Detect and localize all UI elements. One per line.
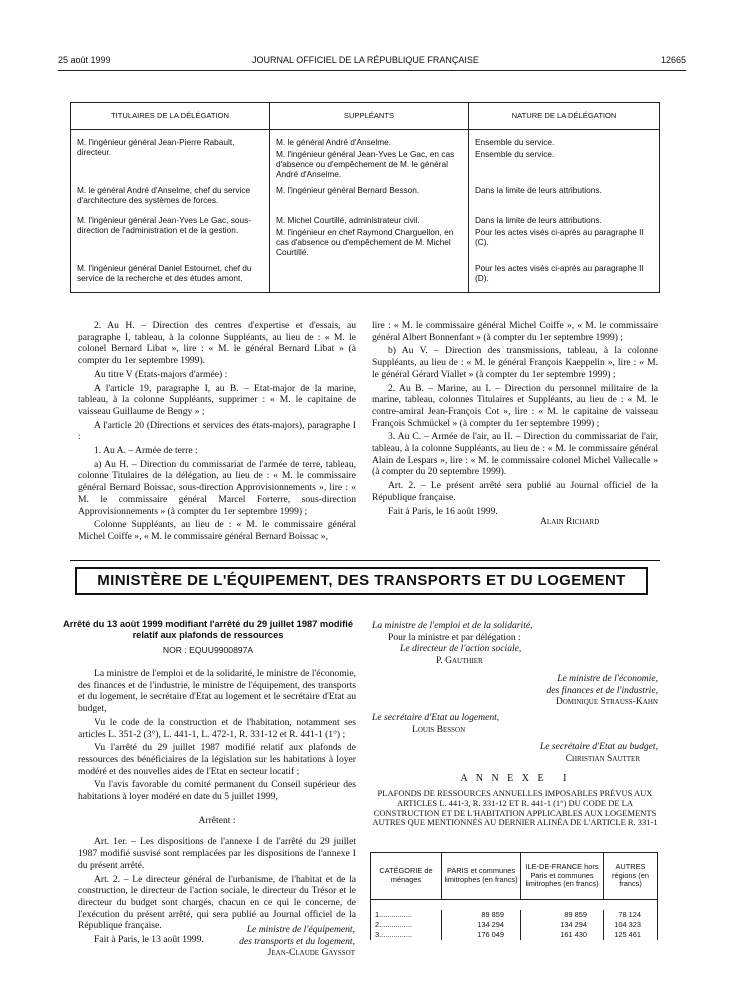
col-header-idf: ILE-DE-FRANCE hors Paris et communes limitrophes (en francs) [521,853,604,900]
table-row [71,212,660,260]
nature-cell: Ensemble du service. Ensemble du service. [469,130,660,182]
nature-cell: Pour les actes visés ci-après au paragraphe II (D). [469,260,660,292]
signature-equipement: Le ministre de l'équipement, des transports et du logement, Jean-Claude Gayssot [239,924,355,959]
table-row [71,130,660,182]
annexe-subtitle: PLAFONDS DE RESSOURCES ANNUELLES IMPOSABLES PRÉVUS AUX ARTICLES L. 441-3, R. 331-12 ET R. 441-1 (1°) DU CODE DE LA CONSTRUCTION ET DE L'HABITATION APPLICABLES AUX LOGEMENTS AUTRES QUE MENTIONNÉS AU DERNIER ALINÉA DE L'ARTICLE R. 331-1 [372,788,658,828]
signatures-block: La ministre de l'emploi et de la solidarité, Pour la ministre et par délégation : Le directeur de l'action sociale, P. Gauthier Le ministre de l'économie, des finances et de l'industrie, Dominique Strauss-Kahn Le secrétaire d'Etat au logement, Louis Besson Le secrétaire d'Etat au budget, Christian Sautter [372,620,658,765]
journal-title: JOURNAL OFFICIEL DE LA RÉPUBLIQUE FRANÇAISE [252,55,479,65]
col-header-suppleants: SUPPLÉANTS [270,103,469,130]
nature-cell: Dans la limite de leurs attributions. Pour les actes visés ci-après au paragraphe II (C). [469,212,660,260]
titulaire-cell: M. l'ingénieur général Jean-Pierre Rabault, directeur. [71,130,270,182]
ministry-title: MINISTÈRE DE L'ÉQUIPEMENT, DES TRANSPORTS ET DU LOGEMENT [75,567,648,595]
categorie-cell: 2................ [371,920,442,930]
suppleants-cell: M. l'ingénieur général Bernard Besson. [270,182,469,212]
suppleants-cell: M. le général André d'Anselme. M. l'ingénieur général Jean-Yves Le Gac, en cas d'absence ou d'empêchement de M. le général André d'Anselme. [270,130,469,182]
table-row [71,182,660,212]
header-rule [58,70,686,71]
suppleants-cell: M. Michel Courtillé, administrateur civil. M. l'ingénieur en chef Raymond Charguellon, en cas d'absence ou d'empêchement de M. Michel Courtillé. [270,212,469,260]
section-rule [70,560,660,561]
titulaire-cell: M. l'ingénieur général Jean-Yves Le Gac, sous-direction de l'administration et de la gestion. [71,212,270,260]
nor-reference: NOR : EQUU9900897A [162,645,254,655]
table-row [71,260,660,292]
annexe-title: A N N E X E I [460,773,570,784]
titulaire-cell: M. l'ingénieur général Daniel Estournet, chef du service de la recherche et des études amont. [71,260,270,292]
categorie-cell: 1................ [371,910,442,920]
nature-cell: Dans la limite de leurs attributions. [469,182,660,212]
annexe-table [370,852,658,940]
suppleants-cell [270,260,469,292]
page-number: 12665 [660,55,686,65]
col-header-nature: NATURE DE LA DÉLÉGATION [469,103,660,130]
categorie-cell: 3................ [371,930,442,940]
arrete-body: La ministre de l'emploi et de la solidarité, le ministre de l'économie, des finances et de l'industrie, le ministre de l'équipement, des transports et du logement, le secrétaire d'Etat au logement et le secrétaire d'Etat au budget, Vu le code de la construction et de l'habitation, notamment ses articles L. 351-2 (3°), L. 441-1, L. 472-1, R. 331-12 et R. 441-1 (1°) ; Vu l'arrêté du 29 juillet 1987 modifié relatif aux plafonds de ressources des bénéficiaires de la législation sur les habitations à loyer modéré et des nouvelles aides de l'Etat en secteur locatif ; Vu l'avis favorable du comité permanent du Conseil supérieur des habitations à loyer modéré en date du 5 juillet 1999, Arrêtent : Art. 1er. – Les dispositions de l'annexe I de l'arrêté du 29 juillet 1987 modifié susvisé sont remplacées par les dispositions de l'annexe I du présent arrêté. Art. 2. – Le directeur général de l'urbanisme, de l'habitat et de la construction, le directeur de l'action sociale, le directeur du Trésor et le directeur du budget sont chargés, chacun en ce qui le concerne, de l'exécution du présent arrêté, qui sera publié au Journal officiel de la République française. Fait à Paris, le 13 août 1999. [78,668,356,946]
table-row: 3................ 176 049 161 430 125 461 [371,930,658,940]
col-header-paris: PARIS et communes limitrophes (en francs) [442,853,521,900]
page-date: 25 août 1999 [58,55,111,65]
col-header-titulaires: TITULAIRES DE LA DÉLÉGATION [71,103,270,130]
signature-alain-richard: Alain Richard [540,516,600,527]
right-column-text: lire : « M. le commissaire général Michel Coiffe », « M. le commissaire général Albert Bonnenfant » (à compter du 1er septembre 1999) ; b) Au V. – Direction des transmissions, tableau, à la colonne Suppléants, au lieu de : « M. le général François Kaeppelin », lire : « M. le général Gérard Viallet » (à compter du 1er septembre 1999) ; 2. Au B. – Marine, au I. – Direction du personnel militaire de la marine, tableau, colonnes Titulaires et Suppléants, au lieu de : « M. le contre-amiral Jean-François Cot », lire : « M. le capitaine de vaisseau François Schmückel » (à compter du 1er septembre 1999) ; 3. Au C. – Armée de l'air, au II. – Direction du commissariat de l'air, tableau, à la colonne Suppléants, au lieu de : « M. le commissaire général Alain de Lespars », lire : « M. le commissaire colonel Michel Vallecalle » (à compter du 20 septembre 1999). Art. 2. – Le présent arrêté sera publié au Journal officiel de la République française. Fait à Paris, le 16 août 1999. [372,320,658,517]
table-row: 2................ 134 294 134 294 104 323 [371,920,658,930]
delegation-table [70,102,660,293]
titulaire-cell: M. le général André d'Anselme, chef du service d'architecture des systèmes de forces. [71,182,270,212]
col-header-categorie: CATÉGORIE de ménages [371,853,442,900]
col-header-autres: AUTRES régions (en francs) [604,853,658,900]
left-column-text: 2. Au H. – Direction des centres d'expertise et d'essais, au paragraphe I, tableau, à la colonne Suppléants, au lieu de : « M. le colonel Bernard Libat », lire : « M. le général Bernard Libat » (à compter du 1er septembre 1999). Au titre V (Etats-majors d'armée) : A l'article 19, paragraphe I, au B. – Etat-major de la marine, tableau, à la colonne Suppléants, supprimer : « M. le capitaine de vaisseau Guillaume de Bengy » ; A l'article 20 (Directions et services des états-majors), paragraphe I : 1. Au A. – Armée de terre : a) Au H. – Direction du commissariat de l'armée de terre, tableau, colonne Titulaires de la délégation, au lieu de : « M. le commissaire général Bernard Boissac, sous-direction Approvisionnements », lire : « M. le commissaire général Marcel Forterre, sous-direction Approvisionnements » (à compter du 1er septembre 1999) ; Colonne Suppléants, au lieu de : « M. le commissaire général Michel Coiffe », « M. le commissaire général Bernard Boissac », [78,320,356,542]
table-row: 1................ 89 859 89 859 78 124 [371,910,658,920]
arrete-title: Arrêté du 13 août 1999 modifiant l'arrêté du 29 juillet 1987 modifié relatif aux plafonds de ressources [63,619,353,640]
